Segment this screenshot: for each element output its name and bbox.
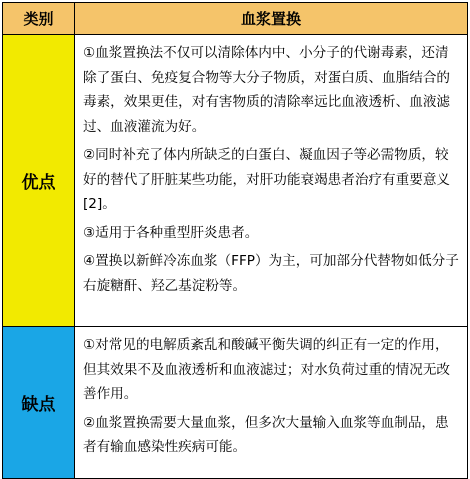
header-title-cell: 血浆置换 bbox=[240, 10, 301, 28]
table-header-row bbox=[3, 3, 467, 35]
comparison-table bbox=[2, 2, 468, 479]
table-row-cons bbox=[3, 327, 467, 478]
category-cell-cons: 缺点 bbox=[3, 327, 75, 478]
table-row-pros bbox=[3, 35, 467, 327]
list-item: ③适用于各种重型肝炎患者。 bbox=[83, 224, 259, 241]
list-item: ④置换以新鲜冷冻血浆（FFP）为主，可加部分代替物如低分子右旋糖酐、羟乙基淀粉等。 bbox=[83, 253, 459, 294]
header-category-cell: 类别 bbox=[3, 3, 75, 34]
list-item: ①对常见的电解质紊乱和酸碱平衡失调的纠正有一定的作用，但其效果不及血液透析和血液滤过；对水负荷过重的情况无改善作用。 bbox=[83, 337, 451, 402]
list-item: ②血浆置换需要大量血浆，但多次大量输入血浆等血制品，患者有输血感染性疾病可能。 bbox=[83, 414, 449, 455]
list-item: ①血浆置换法不仅可以清除体内中、小分子的代谢毒素，还清除了蛋白、免疫复合物等大分子物质，对蛋白质、血脂结合的毒素，效果更佳，对有害物质的清除率远比血液透析、血液滤过、血液灌流为好。 bbox=[83, 45, 451, 135]
content-cell-pros bbox=[75, 35, 467, 326]
list-item: ②同时补充了体内所缺乏的白蛋白、凝血因子等必需物质，较好的替代了肝脏某些功能，对肝功能衰竭患者治疗有重要意义[2]。 bbox=[83, 147, 451, 212]
content-cell-cons bbox=[75, 327, 467, 478]
category-cell-pros: 优点 bbox=[3, 35, 75, 326]
